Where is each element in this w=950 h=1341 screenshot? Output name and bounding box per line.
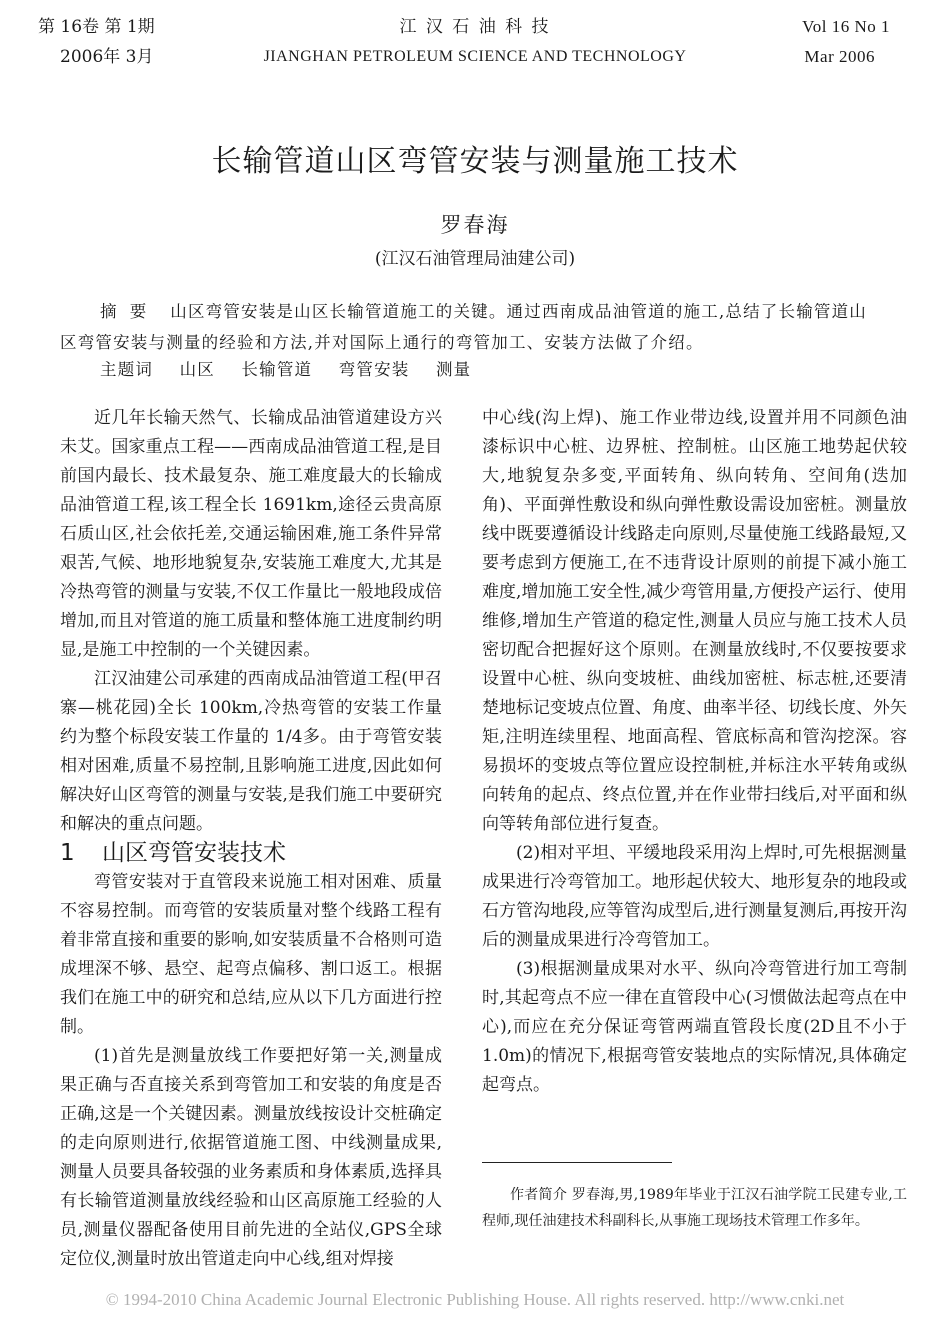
section-heading	[60, 839, 442, 868]
right-paragraph-3: (3)根据测量成果对水平、纵向冷弯管进行加工弯制时,其起弯点不应一律在直管段中心(习惯做法起弯点在中心),而应在充分保证弯管两端直管段长度(2D且不小于 1.0m)的情况下,根据弯管安装地点的实际情况,具体确定起弯点。	[482, 959, 907, 1095]
section-paragraph-1: 弯管安装对于直管段来说施工相对困难、质量不容易控制。而弯管的安装质量对整个线路工程有着非常直接和重要的影响,如安装质量不合格则可造成埋深不够、悬空、起弯点偏移、割口返工。根据我们在施工中的研究和总结,应从以下几方面进行控制。	[60, 872, 442, 1037]
keyword: 弯管安装	[338, 360, 410, 379]
intro-paragraph-2: 江汉油建公司承建的西南成品油管道工程(甲召寨—桃花园)全长 100km,冷热弯管的安装工作量约为整个标段安装工作量的 1/4多。由于弯管安装相对困难,质量不易控制,且影响施工进度,因此如何解决好山区弯管的测量与安装,是我们施工中要研究和解决的重点问题。	[60, 669, 442, 834]
footnote-divider	[482, 1162, 672, 1163]
author-bio: 作者简介 罗春海,男,1989年毕业于江汉石油学院工民建专业,工程师,现任油建技术科副科长,从事施工现场技术管理工作多年。	[482, 1187, 907, 1229]
keyword: 测量	[435, 360, 472, 379]
journal-name-en: JIANGHAN PETROLEUM SCIENCE AND TECHNOLOGY	[263, 48, 687, 65]
author-affiliation: (江汉石油管理局油建公司)	[374, 249, 576, 269]
keywords-label: 主题词	[100, 360, 154, 379]
article-title: 长输管道山区弯管安装与测量施工技术	[211, 144, 739, 179]
journal-volume-issue-en: Vol 16 No 1	[802, 17, 890, 36]
right-paragraph-1: 中心线(沟上焊)、施工作业带边线,设置并用不同颜色油漆标识中心桩、边界桩、控制桩。山区施工地势起伏较大,地貌复杂多变,平面转角、纵向转角、空间角(迭加角)、平面弹性敷设和纵向弹性敷设需设加密桩。测量放线中既要遵循设计线路走向原则,尽量使施工线路最短,又要考虑到方便施工,在不违背设计原则的前提下减小施工难度,增加施工安全性,减少弯管用量,方便投产运行、使用维修,增加生产管道的稳定性,测量人员应与施工技术人员密切配合把握好这个原则。在测量放线时,不仅要按要求设置中心桩、纵向变坡桩、曲线加密桩、标志桩,还要清楚地标记变坡点位置、角度、曲率半径、切线长度、外矢矩,注明连续里程、地面高程、管底标高和管沟挖深。容易损坏的变坡点等位置应设控制桩,并标注水平转角或纵向转角的起点、终点位置,并在作业带扫线后,对平面和纵向等转角部位进行复查。	[482, 408, 907, 834]
keyword: 山区	[179, 360, 215, 379]
journal-name-cn: 江 汉 石 油 科 技	[399, 17, 551, 37]
copyright-footer: © 1994-2010 China Academic Journal Electronic Publishing House. All rights reserved. http://www.cnki.net	[105, 1290, 845, 1309]
left-column	[60, 404, 442, 1274]
abstract	[60, 296, 870, 358]
journal-date: 2006年 3月	[60, 47, 154, 67]
keyword: 长输管道	[241, 360, 313, 379]
abstract-text: 山区弯管安装是山区长输管道施工的关键。通过西南成品油管道的施工,总结了长输管道山区弯管安装与测量的经验和方法,并对国际上通行的弯管加工、安装方法做了介绍。	[60, 302, 867, 352]
right-column	[482, 404, 907, 1100]
right-paragraph-2: (2)相对平坦、平缓地段采用沟上焊时,可先根据测量成果进行冷弯管加工。地形起伏较大、地形复杂的地段或石方管沟地段,应等管沟成型后,进行测量复测后,再按开沟后的测量成果进行冷弯管加工。	[482, 843, 907, 950]
section-number: 1	[60, 840, 75, 866]
section-paragraph-2: (1)首先是测量放线工作要把好第一关,测量成果正确与否直接关系到弯管加工和安装的角度是否正确,这是一个关键因素。测量放线按设计交桩确定的走向原则进行,依据管道施工图、中线测量成果,测量人员要具备较强的业务素质和身体素质,选择具有长输管道测量放线经验和山区高原施工经验的人员,测量仪器配备使用目前先进的全站仪,GPS全球定位仪,测量时放出管道走向中心线,组对焊接	[60, 1046, 442, 1269]
keywords	[100, 356, 471, 380]
author-name: 罗春海	[440, 213, 510, 237]
intro-paragraph-1: 近几年长输天然气、长输成品油管道建设方兴未艾。国家重点工程——西南成品油管道工程,是目前国内最长、技术最复杂、施工难度最大的长输成品油管道工程,该工程全长 1691km,途径云贵高原石质山区,社会依托差,交通运输困难,施工条件异常艰苦,气候、地形地貌复杂,安装施工难度大,尤其是冷热弯管的测量与安装,不仅工作量比一般地段成倍增加,而且对管道的施工质量和整体施工进度制约明显,是施工中控制的一个关键因素。	[60, 408, 442, 660]
journal-volume-issue: 第 16卷 第 1期	[38, 17, 155, 37]
journal-date-en: Mar 2006	[804, 47, 875, 66]
section-title: 山区弯管安装技术	[102, 840, 286, 866]
abstract-label: 摘 要	[100, 302, 151, 321]
